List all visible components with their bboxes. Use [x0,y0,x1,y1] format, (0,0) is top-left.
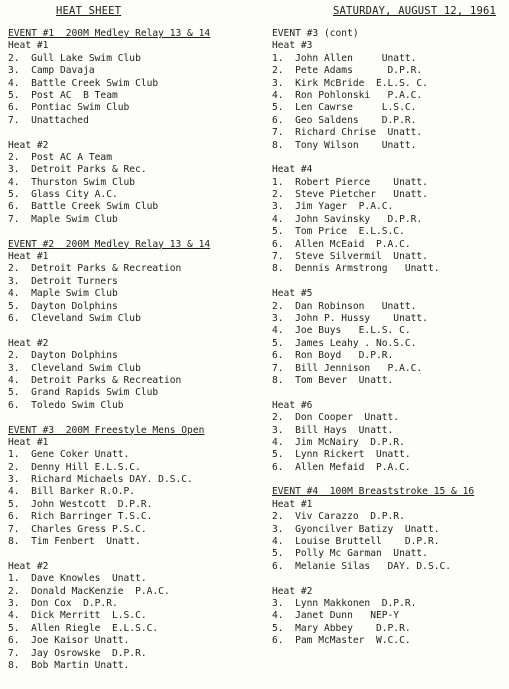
heat-heading: Heat #2 [8,139,49,151]
entry-line: 6. Geo Saldens D.P.R. [272,114,417,126]
heat-heading: Heat #1 [272,498,313,510]
entry-line: 8. Tony Wilson Unatt. [272,139,417,151]
entry-line: 1. Dave Knowles Unatt. [8,573,147,585]
entry-line: 6. Allen Mefaid P.A.C. [272,461,411,473]
heat-heading: Heat #5 [272,288,313,300]
entry-line: 5. Len Cawrse L.S.C. [272,102,417,114]
entry-line: 3. Detroit Parks & Rec. [8,164,147,176]
entry-line: 4. Ron Pohlonski P.A.C. [272,89,423,101]
heat-heading: Heat #3 [272,40,313,52]
entry-line: 2. Dan Robinson Unatt. [272,300,417,312]
entry-line: 4. Battle Creek Swim Club [8,77,159,89]
spacer [272,387,504,399]
entry-line: 4. Joe Buys E.L.S. C. [272,325,411,337]
left-column [8,28,258,672]
entry-line: 7. Jay Osrowske D.P.R. [8,647,147,659]
heat-heading: Heat #1 [8,436,49,448]
heat-heading: EVENT #3 (cont) [272,28,359,39]
entry-line: 3. Cleveland Swim Club [8,362,141,374]
entry-line: 5. James Leahy . No.S.C. [272,337,417,349]
entry-line: 7. Charles Gress P.S.C. [8,523,147,535]
entry-line: 3. Kirk McBride E.L.S. C. [272,77,428,89]
entry-line: 6. Battle Creek Swim Club [8,201,159,213]
spacer [8,548,258,560]
entry-line: 7. Steve Silvermil Unatt. [272,251,428,263]
entry-line: 3. Don Cox D.P.R. [8,597,118,609]
heat-heading: Heat #4 [272,164,313,176]
entry-line: 4. Dick Merritt L.S.C. [8,610,147,622]
entry-line: 7. Richard Chrise Unatt. [272,127,423,139]
entry-line: 3. John P. Hussy Unatt. [272,312,428,324]
entry-line: 2. Viv Carazzo D.P.R. [272,511,405,523]
entry-line: 2. Post AC A Team [8,151,112,163]
entry-line: 2. Pete Adams D.P.R. [272,65,423,77]
spacer [8,325,258,337]
entry-line: 3. Bill Hays Unatt. [272,424,394,436]
spacer [8,226,258,238]
entry-line: 3. Jim Yager P.A.C. [272,201,394,213]
entry-line: 5. Glass City A.C. [8,189,118,201]
spacer [272,276,504,288]
entry-line: 5. Lynn Rickert Unatt. [272,449,411,461]
entry-line: 8. Tom Bever Unatt. [272,374,394,386]
entry-line: 6. Rich Barringer T.S.C. [8,511,153,523]
entry-line: 6. Toledo Swim Club [8,399,124,411]
entry-line: 2. Donald MacKenzie P.A.C. [8,585,170,597]
entry-line: 6. Pontiac Swim Club [8,102,130,114]
spacer [272,474,504,486]
entry-line: 2. Denny Hill E.L.S.C. [8,461,141,473]
heat-heading: Heat #1 [8,40,49,52]
entry-line: 3. Richard Michaels DAY. D.S.C. [8,474,193,486]
entry-line: 4. Louise Bruttell D.P.R. [272,536,440,548]
entry-line: 2. Gull Lake Swim Club [8,52,141,64]
entry-line: 8. Dennis Armstrong Unatt. [272,263,440,275]
entry-line: 4. John Savinsky D.P.R. [272,213,423,225]
entry-line: 5. Grand Rapids Swim Club [8,387,159,399]
entry-line: 3. Gyoncilver Batizy Unatt. [272,523,440,535]
event-heading: EVENT #2 200M Medley Relay 13 & 14 [8,238,211,250]
heat-heading: Heat #1 [8,251,49,263]
entry-line: 4. Jim McNairy D.P.R. [272,436,405,448]
entry-line: 2. Steve Pietcher Unatt. [272,189,428,201]
entry-line: 3. Detroit Turners [8,275,118,287]
entry-line: 8. Bob Martin Unatt. [8,659,130,671]
entry-line: 6. Allen McEaid P.A.C. [272,238,411,250]
meet-date: SATURDAY, AUGUST 12, 1961 [333,5,497,17]
entry-line: 2. Dayton Dolphins [8,350,118,362]
entry-line: 1. John Allen Unatt. [272,52,417,64]
heat-heading: Heat #2 [272,585,313,597]
event-heading: EVENT #4 100M Breaststroke 15 & 16 [272,486,475,498]
entry-line: 5. Post AC B Team [8,89,118,101]
entry-line: 7. Unattached [8,114,89,126]
entry-line: 7. Bill Jennison P.A.C. [272,362,423,374]
event-heading: EVENT #1 200M Medley Relay 13 & 14 [8,28,211,39]
entry-line: 6. Melanie Silas DAY. D.S.C. [272,560,452,572]
entry-line: 7. Maple Swim Club [8,213,118,225]
entry-line: 6. Pam McMaster W.C.C. [272,635,411,647]
entry-line: 3. Lynn Makkonen D.P.R. [272,597,417,609]
event-heading: EVENT #3 200M Freestyle Mens Open [8,424,205,436]
entry-line: 5. Mary Abbey D.P.R. [272,622,411,634]
entry-line: 6. Cleveland Swim Club [8,312,141,324]
heat-heading: Heat #2 [8,560,49,572]
entry-line: 6. Ron Boyd D.P.R. [272,350,394,362]
entry-line: 5. Polly Mc Garman Unatt. [272,548,428,560]
spacer [272,573,504,585]
entry-line: 8. Tim Fenbert Unatt. [8,536,141,548]
entry-line: 5. Allen Riegle E.L.S.C. [8,622,159,634]
spacer [272,152,504,164]
entry-line: 5. Tom Price E.L.S.C. [272,226,405,238]
entry-line: 4. Thurston Swim Club [8,176,136,188]
entry-line: 2. Don Cooper Unatt. [272,412,400,424]
spacer [8,127,258,139]
entry-line: 4. Detroit Parks & Recreation [8,374,182,386]
heat-heading: Heat #2 [8,337,49,349]
right-column [272,28,504,648]
heat-sheet-title: HEAT SHEET [56,5,122,17]
entry-line: 2. Detroit Parks & Recreation [8,263,182,275]
entry-line: 4. Janet Dunn NEP-Y [272,610,400,622]
entry-line: 6. Joe Kaisor Unatt. [8,635,130,647]
entry-line: 3. Camp Davaja [8,65,95,77]
entry-line: 5. John Westcott D.P.R. [8,498,153,510]
spacer [8,412,258,424]
entry-line: 1. Robert Pierce Unatt. [272,176,428,188]
heat-heading: Heat #6 [272,399,313,411]
entry-line: 1. Gene Coker Unatt. [8,449,130,461]
entry-line: 5. Dayton Dolphins [8,300,118,312]
entry-line: 4. Bill Barker R.O.P. [8,486,136,498]
entry-line: 4. Maple Swim Club [8,288,118,300]
